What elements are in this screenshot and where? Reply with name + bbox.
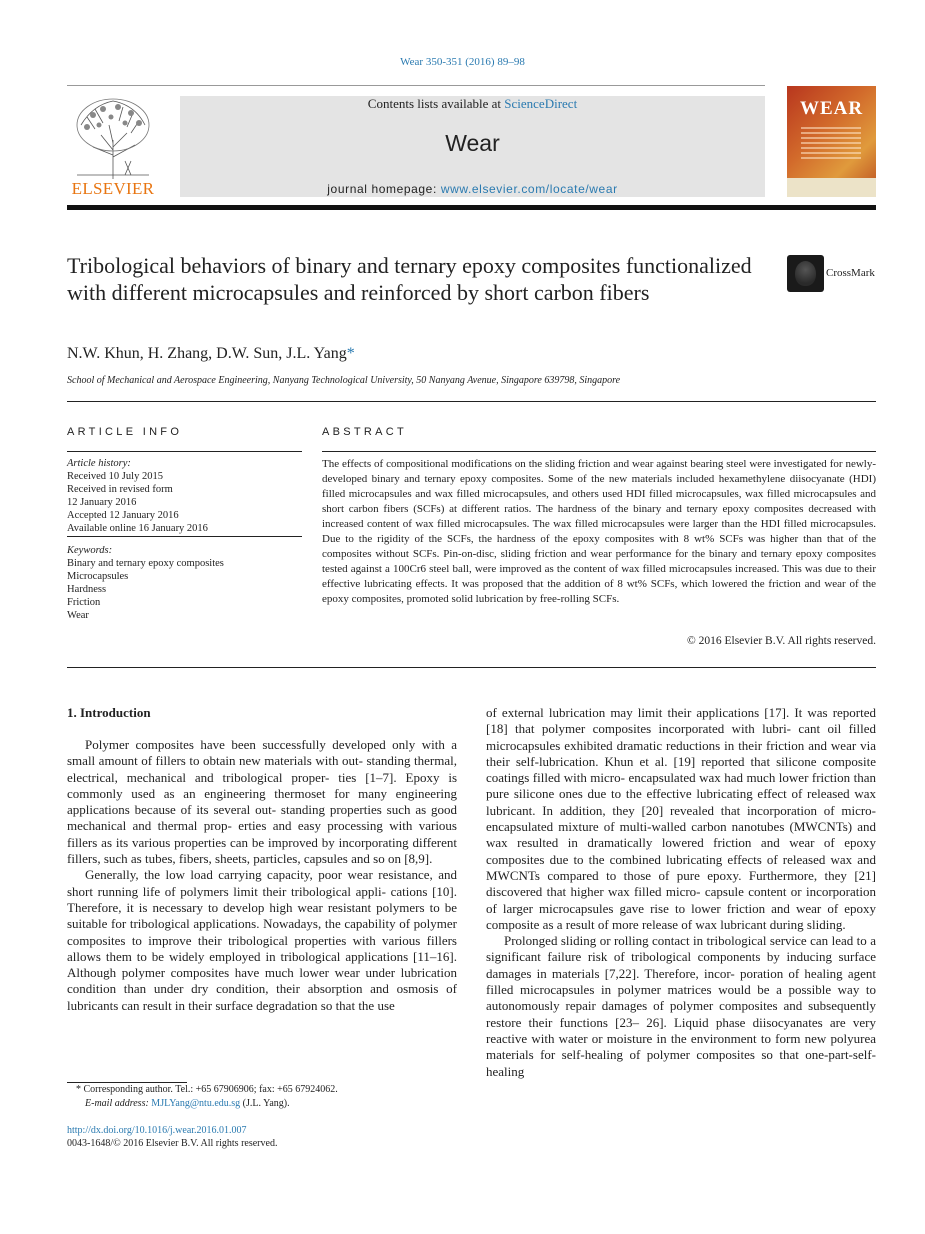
- text-line: moisture in the environment to form new polyurea materials for: [486, 1030, 876, 1063]
- text-line: encapsulated mixture of multi-walled carbon nanotubes: [486, 819, 785, 835]
- article-info-divider: [67, 451, 302, 452]
- keywords: [67, 544, 302, 622]
- text-line: (MWCNTs) and wax resulted in dramatically lowered friction and: [486, 819, 877, 851]
- text-line: condition than under dry condition, their absorption and osmosis: [67, 981, 439, 997]
- abstract-divider: [322, 451, 876, 452]
- author-list: [67, 345, 355, 363]
- keywords-label: Keywords:: [67, 545, 113, 556]
- text-line: polymer composites and subsequently restore their functions [23–: [486, 998, 876, 1030]
- text-line: lead to a significant failure risk of tribological components by: [486, 933, 876, 965]
- abstract-copyright: © 2016 Elsevier B.V. All rights reserved.: [687, 635, 876, 647]
- text-line: inducing surface damages in materials [7,22]. Therefore, incor-: [486, 949, 876, 981]
- text-line: tribological properties with various fillers allows them to be: [67, 932, 457, 964]
- history-item: Available online 16 January 2016: [67, 523, 208, 534]
- cover-title: WEAR: [799, 98, 864, 119]
- elsevier-logo: [67, 95, 159, 197]
- text-line: encapsulated wax had much lower friction than pure silicone ones: [486, 770, 877, 802]
- publisher-name: ELSEVIER: [71, 179, 155, 198]
- abstract-heading: ABSTRACT: [322, 426, 408, 438]
- text-line: Prolonged sliding or rolling contact in tribological service can: [504, 933, 829, 949]
- text-line: poration of healing agent filled microcapsules in polymer matrices: [486, 965, 876, 998]
- journal-cover[interactable]: [787, 86, 876, 197]
- text-line: capsule content or incorporation of larger microcapsules gave rise: [486, 884, 877, 916]
- left-column: [67, 737, 457, 1014]
- article-history: [67, 457, 302, 535]
- text-line: Nowadays, the capability of polymer composites to improve their: [67, 916, 458, 948]
- text-line: standing properties such as good mechanical and thermal prop-: [67, 802, 458, 834]
- text-line: reported that silicone composite coatings filled with micro-: [486, 753, 876, 786]
- keyword: Microcapsules: [67, 571, 129, 582]
- cover-footer: [787, 178, 876, 197]
- text-line: reported [18] that polymer composites incorporated with lubri-: [486, 705, 877, 737]
- text-line: cant oil filled microcapsules exhibited dramatic reductions in their: [486, 721, 877, 753]
- text-line: Polymer composites have been successfully developed only: [85, 737, 416, 752]
- text-line: standing thermal, electrical, mechanical and tribological proper-: [67, 753, 458, 785]
- corresponding-author-marker[interactable]: *: [346, 345, 355, 362]
- issn-copyright: 0043-1648/© 2016 Elsevier B.V. All rights reserved.: [67, 1138, 278, 1149]
- header-thick-divider: [67, 205, 876, 210]
- cover-text-lines: [801, 124, 861, 162]
- doi-link[interactable]: http://dx.doi.org/10.1016/j.wear.2016.01.007: [67, 1125, 247, 1136]
- journal-banner: [180, 96, 765, 197]
- keywords-divider: [67, 536, 302, 537]
- text-line: of released wax and MWCNTs compared to those of pure epoxy.: [486, 851, 876, 883]
- text-line: Generally, the low load carrying capacity, poor wear resistance,: [85, 867, 433, 883]
- header-divider: [67, 85, 765, 86]
- keyword: Wear: [67, 610, 89, 621]
- text-line: properties can be improved by incorporating different fillers, such: [67, 834, 458, 867]
- text-line: polymer composites have much lower wear under lubrication: [121, 965, 457, 981]
- footnote-divider: [67, 1082, 187, 1083]
- history-item: Received in revised form: [67, 484, 173, 495]
- text-line: of external lubrication may limit their applications [17]. It was: [486, 705, 828, 720]
- email-note: [85, 1098, 290, 1109]
- history-item: 12 January 2016: [67, 497, 137, 508]
- text-line: 26]. Liquid phase diisocyanates are very reactive with water or: [486, 1014, 876, 1046]
- text-line: addition, they [20] revealed that incorporation of micro-: [559, 802, 876, 818]
- sciencedirect-link[interactable]: ScienceDirect: [504, 96, 578, 111]
- keyword: Binary and ternary epoxy composites: [67, 558, 224, 569]
- text-line: erties and easy processing with various fillers as its various: [67, 818, 457, 850]
- text-line: would be a possible way to autonomously repair damages of: [486, 982, 877, 1014]
- paragraph: [486, 933, 876, 1080]
- history-item: Received 10 July 2015: [67, 471, 163, 482]
- history-item: Accepted 12 January 2016: [67, 510, 179, 521]
- email-label: E-mail address:: [85, 1098, 149, 1109]
- text-line: wear of epoxy composites due to the combined lubricating effects: [486, 835, 877, 867]
- homepage-link[interactable]: www.elsevier.com/locate/wear: [440, 182, 618, 196]
- right-column: [486, 705, 876, 1080]
- text-line: self-healing of polymer composites so that one-part-self-healing: [486, 1047, 876, 1079]
- article-info-heading: ARTICLE INFO: [67, 426, 183, 438]
- text-line: for many engineering applications because of its several out-: [67, 785, 458, 818]
- abstract-text: The effects of compositional modifications on the sliding friction and wear against bearing steel were investigated for newly-developed binary and ternary epoxy composites. Some of the new materials included hexamethylene diisocyanate (HDI) filled microcapsules and wax filled microcapsules, and others used HDI filled microcapsules, wax filled microcapsules and short carbon fibers (SCFs) at different ratios. The hardness of the binary and ternary epoxy composites decreased with increased content of wax filled microcapsules. The wax filled microcapsules were larger than the HDI filled microcapsules. Due to the rigidity of the SCFs, the hardness of the epoxy composites with 8 wt% SCFs was higher than that of the composites without SCFs. Pin-on-disc, sliding friction and wear performance for the binary and ternary epoxy composites tested against a 100Cr6 steel ball, were improved as the content of wax filled microcapsules increased. This was due to their effective lubricating effects. It was proposed that the addition of 8 wt% SCFs, which lowered the friction and wear of the epoxy composites, promoted solid lubrication by free-rolling SCFs.: [322, 458, 876, 605]
- contents-line: [180, 96, 765, 112]
- text-line: as tubes, fibers, sheets, particles, capsules and so on [8,9].: [130, 851, 433, 867]
- text-line: cations [10]. Therefore, it is necessary to develop high wear: [67, 883, 458, 915]
- text-line: widely employed in tribological applications [11–16]. Although: [67, 948, 457, 981]
- text-line: friction and wear via their self-lubrication. Khun et al. [19]: [486, 737, 876, 769]
- authors: N.W. Khun, H. Zhang, D.W. Sun, J.L. Yang: [67, 345, 347, 362]
- text-line: resistant polymers to be suitable for tribological applications.: [67, 899, 458, 932]
- text-line: due to the effective lubricating effect of released wax lubricant. In: [486, 786, 876, 818]
- abstract-end-divider: [67, 667, 876, 668]
- keyword: Friction: [67, 597, 101, 608]
- history-label: Article history:: [67, 458, 131, 469]
- journal-homepage: [180, 182, 765, 196]
- journal-name: Wear: [445, 130, 500, 156]
- text-line: ties [1–7]. Epoxy is commonly used as an engineering thermoset: [67, 769, 458, 801]
- title-divider: [67, 401, 876, 402]
- text-line: and short running life of polymers limit their tribological appli-: [67, 867, 457, 899]
- affiliation: School of Mechanical and Aerospace Engineering, Nanyang Technological University, 50 Nanyang Avenue, Singapore 639798, Singapore: [67, 375, 621, 386]
- text-line: of lubricants can result in their surface degradation so that the use: [67, 981, 457, 1013]
- homepage-prefix: journal homepage:: [327, 182, 437, 196]
- paragraph: [486, 705, 876, 933]
- email-suffix: (J.L. Yang).: [242, 1098, 290, 1109]
- corresponding-author-note: * Corresponding author. Tel.: +65 67906906; fax: +65 67924062.: [76, 1084, 338, 1095]
- crossmark-badge[interactable]: [787, 255, 877, 293]
- text-line: release of wax lubricant during sliding.: [641, 916, 846, 932]
- text-line: to lower friction and wear of epoxy composite as a result of more: [486, 900, 876, 932]
- paragraph: [67, 737, 457, 867]
- paragraph: [67, 867, 457, 1014]
- contents-prefix: Contents lists available at: [367, 96, 502, 111]
- text-line: with a small amount of fillers to obtain new materials with out-: [67, 737, 458, 769]
- article-title: Tribological behaviors of binary and ternary epoxy composites functionalized with different microcapsules and reinforced by short carbon fibers: [67, 253, 752, 305]
- section-heading: 1. Introduction: [67, 705, 151, 720]
- journal-citation[interactable]: Wear 350-351 (2016) 89–98: [400, 56, 525, 68]
- crossmark-label: CrossMark: [826, 267, 875, 279]
- email-link[interactable]: MJLYang@ntu.edu.sg: [151, 1098, 241, 1109]
- tree-icon: [73, 95, 153, 179]
- text-line: Furthermore, they [21] discovered that higher wax filled micro-: [486, 867, 877, 900]
- crossmark-icon: [787, 255, 824, 292]
- keyword: Hardness: [67, 584, 107, 595]
